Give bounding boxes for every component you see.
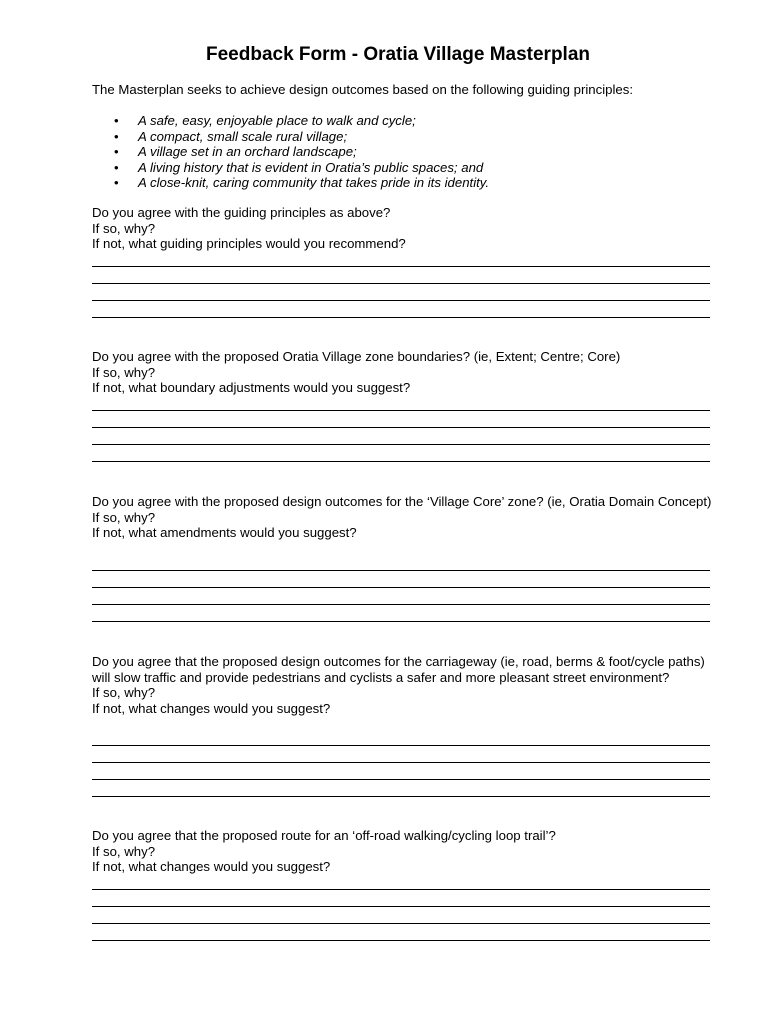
answer-line[interactable] <box>92 779 710 780</box>
question-followup: If not, what guiding principles would you recommend? <box>92 236 406 251</box>
answer-line[interactable] <box>92 940 710 941</box>
question-4 <box>92 654 712 716</box>
answer-line[interactable] <box>92 889 710 890</box>
bullet-icon: • <box>114 175 119 190</box>
answer-line[interactable] <box>92 570 710 571</box>
question-text: Do you agree with the guiding principles as above? <box>92 205 391 220</box>
answer-line[interactable] <box>92 317 710 318</box>
answer-line[interactable] <box>92 283 710 284</box>
question-3 <box>92 494 712 541</box>
answer-line[interactable] <box>92 906 710 907</box>
answer-line[interactable] <box>92 300 710 301</box>
principle-text: A close-knit, caring community that takes pride in its identity. <box>138 175 490 190</box>
answer-line[interactable] <box>92 762 710 763</box>
answer-line[interactable] <box>92 587 710 588</box>
principle-text: A safe, easy, enjoyable place to walk and cycle; <box>138 113 416 128</box>
question-text: Do you agree that the proposed design outcomes for the carriageway (ie, road, berms & foot/cycle paths) will slow traffic and provide pedestrians and cyclists a safer and more pleasant street environment? <box>92 654 705 685</box>
question-followup: If not, what amendments would you suggest? <box>92 525 357 540</box>
question-followup: If so, why? <box>92 509 156 525</box>
answer-line[interactable] <box>92 923 710 924</box>
question-text: Do you agree with the proposed design outcomes for the ‘Village Core’ zone? (ie, Oratia Domain Concept) <box>92 494 712 509</box>
answer-line[interactable] <box>92 604 710 605</box>
question-5 <box>92 828 712 875</box>
question-followup: If not, what changes would you suggest? <box>92 859 331 874</box>
answer-line[interactable] <box>92 461 710 462</box>
question-followup: If so, why? <box>92 685 156 700</box>
bullet-icon: • <box>114 144 119 159</box>
intro-text: The Masterplan seeks to achieve design outcomes based on the following guiding principles: <box>92 82 634 97</box>
question-followup: If so, why? <box>92 220 156 236</box>
answer-line[interactable] <box>92 745 710 746</box>
principle-text: A living history that is evident in Oratia’s public spaces; and <box>138 159 484 175</box>
principle-text: A compact, small scale rural village; <box>138 128 348 144</box>
principle-item <box>92 129 489 145</box>
principle-text: A village set in an orchard landscape; <box>138 144 357 159</box>
bullet-icon: • <box>114 128 119 144</box>
answer-line[interactable] <box>92 427 710 428</box>
answer-line[interactable] <box>92 266 710 267</box>
question-followup: If not, what changes would you suggest? <box>92 700 331 716</box>
principle-item <box>92 144 489 160</box>
bullet-icon: • <box>114 159 119 175</box>
bullet-icon: • <box>114 113 119 128</box>
answer-line[interactable] <box>92 410 710 411</box>
question-2 <box>92 349 712 396</box>
answer-line[interactable] <box>92 621 710 622</box>
principles-list <box>92 113 489 191</box>
answer-line[interactable] <box>92 444 710 445</box>
question-followup: If not, what boundary adjustments would you suggest? <box>92 380 411 395</box>
page-title: Feedback Form - Oratia Village Masterplan <box>206 44 590 65</box>
principle-item <box>92 160 489 176</box>
question-followup: If so, why? <box>92 843 156 859</box>
principle-item <box>92 113 489 129</box>
answer-line[interactable] <box>92 796 710 797</box>
principle-item <box>92 175 489 191</box>
question-text: Do you agree that the proposed route for an ‘off-road walking/cycling loop trail’? <box>92 828 556 843</box>
question-1 <box>92 205 712 252</box>
question-followup: If so, why? <box>92 364 156 380</box>
question-text: Do you agree with the proposed Oratia Village zone boundaries? (ie, Extent; Centre; Core) <box>92 349 621 364</box>
